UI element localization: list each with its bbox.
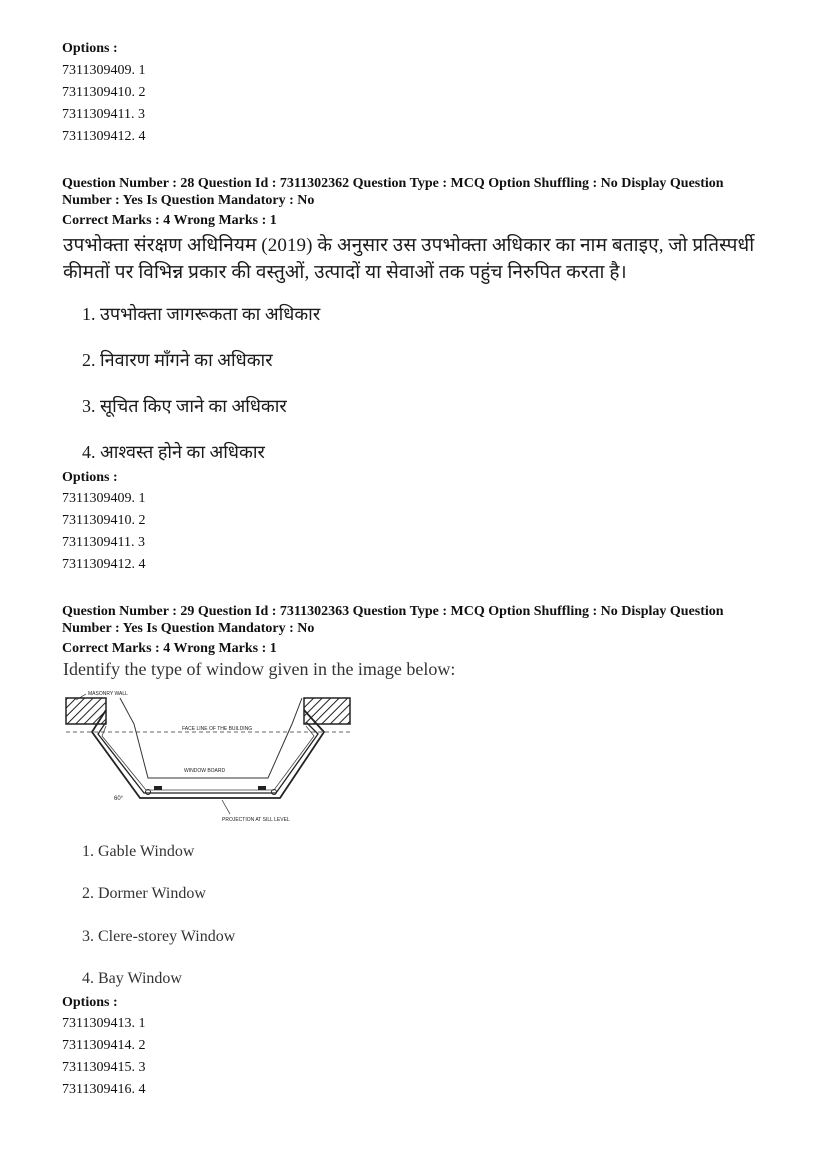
- q29-question-text: Identify the type of window given in the image below:: [63, 659, 456, 679]
- q28-meta-line1: Question Number : 28 Question Id : 7311302362 Question Type : MCQ Option Shuffling : No Display Question: [62, 176, 724, 191]
- q28-question-line1: उपभोक्ता संरक्षण अधिनियम (2019) के अनुसार उस उपभोक्ता अधिकार का नाम बताइए, जो प्रतिस्पर्धी: [63, 235, 755, 256]
- q28-choice-2: 2. निवारण माँगने का अधिकार: [82, 350, 273, 370]
- option-item: 7311309412. 4: [62, 129, 146, 144]
- option-item: 7311309413. 1: [62, 1016, 146, 1031]
- option-item: 7311309410. 2: [62, 85, 146, 100]
- right-wall: [304, 698, 350, 724]
- q28-question-line2: कीमतों पर विभिन्न प्रकार की वस्तुओं, उत्पादों या सेवाओं तक पहुंच निरुपित करता है।: [63, 262, 627, 283]
- q29-choice-3: 3. Clere-storey Window: [82, 928, 236, 945]
- option-item: 7311309411. 3: [62, 107, 145, 122]
- option-item: 7311309411. 3: [62, 535, 145, 550]
- q29-choice-1: 1. Gable Window: [82, 843, 195, 860]
- option-item: 7311309409. 1: [62, 491, 146, 506]
- label-face-line: FACE LINE OF THE BUILDING: [182, 726, 253, 732]
- label-masonry-wall: MASONRY WALL: [88, 691, 128, 697]
- q28-options-label: Options :: [62, 470, 118, 485]
- q29-options-label: Options :: [62, 995, 118, 1010]
- bay-outer-outline: [92, 710, 324, 798]
- top-options-label: Options :: [62, 41, 118, 56]
- option-item: 7311309412. 4: [62, 557, 146, 572]
- q28-choice-4: 4. आश्वस्त होने का अधिकार: [82, 442, 265, 462]
- label-angle: 60°: [114, 796, 124, 802]
- label-projection: PROJECTION AT SILL LEVEL: [222, 817, 290, 823]
- bay-inner-outline: [120, 698, 302, 778]
- q28-choice-1: 1. उपभोक्ता जागरूकता का अधिकार: [82, 304, 321, 324]
- option-item: 7311309415. 3: [62, 1060, 146, 1075]
- bay-window-diagram: [62, 686, 362, 826]
- option-item: 7311309416. 4: [62, 1082, 146, 1097]
- q28-marks: Correct Marks : 4 Wrong Marks : 1: [62, 213, 277, 228]
- q29-choice-4: 4. Bay Window: [82, 970, 182, 987]
- q28-choice-3: 3. सूचित किए जाने का अधिकार: [82, 396, 287, 416]
- q29-meta-line2: Number : Yes Is Question Mandatory : No: [62, 621, 315, 636]
- option-item: 7311309410. 2: [62, 513, 146, 528]
- q29-meta-line1: Question Number : 29 Question Id : 7311302363 Question Type : MCQ Option Shuffling : No Display Question: [62, 604, 724, 619]
- label-window-board: WINDOW BOARD: [184, 768, 226, 774]
- q29-choice-2: 2. Dormer Window: [82, 885, 206, 902]
- q29-marks: Correct Marks : 4 Wrong Marks : 1: [62, 641, 277, 656]
- option-item: 7311309414. 2: [62, 1038, 146, 1053]
- q28-meta-line2: Number : Yes Is Question Mandatory : No: [62, 193, 315, 208]
- option-item: 7311309409. 1: [62, 63, 146, 78]
